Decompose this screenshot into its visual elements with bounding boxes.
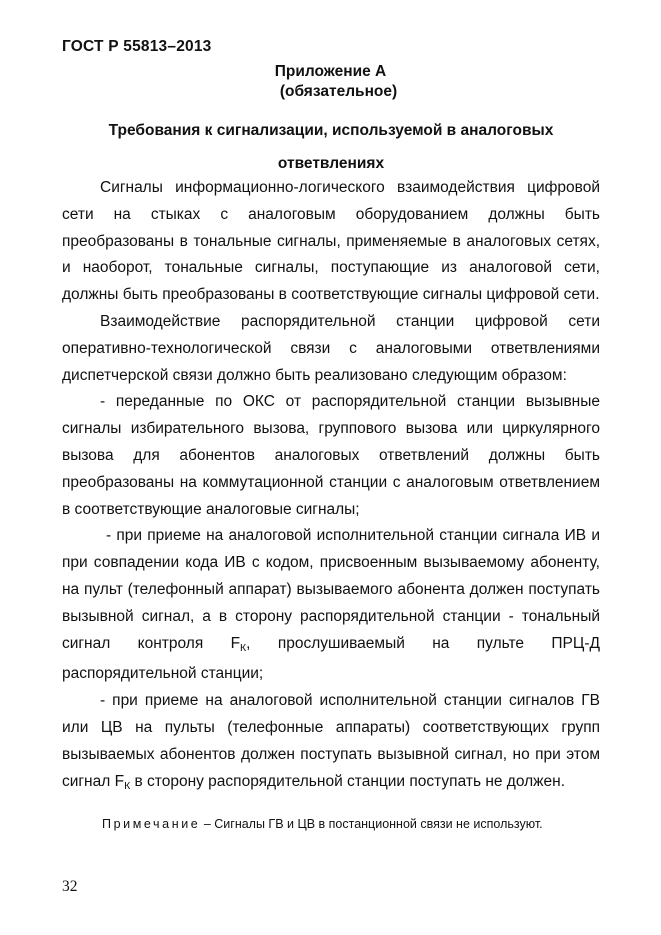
appendix-title: Приложение А: [274, 63, 387, 80]
list-item-2-text-a: - при приеме на аналоговой исполнительной станции сигнала ИВ и при совпадении кода ИВ с кодом, присвоенным вызываемому абоненту, на пульт (телефонный аппарат) вызываемого абонента должен поступать вызывной сигнал, а в сторону распорядительной станции - тональный сигнал контроля F: [62, 527, 600, 652]
note-text: – Сигналы ГВ и ЦВ в постанционной связи не используют.: [200, 817, 543, 831]
list-item-3-text-a: - при приеме на аналоговой исполнительной станции сигналов ГВ или ЦВ на пульты (телефонные аппараты) соответствующих групп вызываемых абонентов должен поступать вызывной сигнал, но при этом сигнал F: [62, 692, 600, 790]
list-item-2-text-b: , прослушиваемый на пульте ПРЦ-Д распорядительной станции;: [62, 634, 600, 683]
document-code: ГОСТ Р 55813–2013: [62, 38, 212, 55]
paragraph-2: Взаимодействие распорядительной станции цифровой сети оперативно-технологической связи с аналоговыми ответвлениями диспетчерской связи должно быть реализовано следующим образом:: [62, 312, 600, 384]
section-title: Требования к сигнализации, используемой в аналоговых ответвлениях: [108, 122, 554, 172]
subscript-k: К: [124, 779, 131, 792]
subscript-k: К: [240, 641, 247, 654]
page-number: 32: [62, 878, 78, 895]
list-item-3-text-b: в сторону распорядительной станции поступать не должен.: [130, 772, 566, 790]
list-item-2: [62, 523, 600, 688]
paragraph-1: Сигналы информационно-логического взаимодействия цифровой сети на стыках с аналоговым оборудованием должны быть преобразованы в тональные сигналы, применяемые в аналоговых сетях, и наоборот, тональные сигналы, поступающие из аналоговой сети, должны быть преобразованы в соответствующие сигналы цифровой сети.: [62, 179, 600, 304]
note-label: Примечание: [102, 817, 201, 831]
body-text: [62, 175, 600, 799]
list-item-3: [62, 688, 600, 799]
appendix-status: (обязательное): [279, 83, 398, 100]
appendix-heading: [0, 62, 661, 102]
note: [102, 817, 543, 831]
list-item-1: - переданные по ОКС от распорядительной станции вызывные сигналы избирательного вызова, группового вызова или циркулярного вызова для абонентов аналоговых ответвлений должны быть преобразованы на коммутационной станции с аналоговым ответвлением в соответствующие аналоговые сигналы;: [62, 393, 600, 518]
